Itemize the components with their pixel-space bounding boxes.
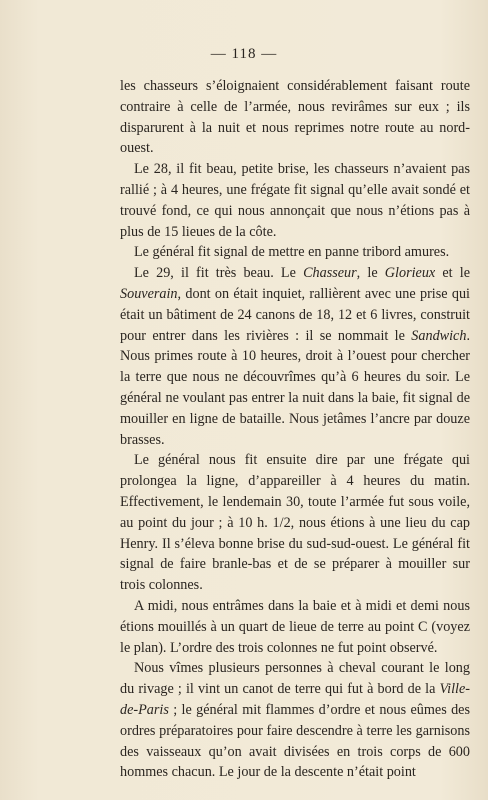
text-run: Le 29, il fit très beau. Le	[134, 265, 304, 282]
paragraph	[120, 76, 470, 159]
paragraph	[120, 263, 470, 450]
text-run: , le	[356, 265, 385, 282]
text-run: Le 28, il fit beau, petite brise, les chasseurs n’avaient pas rallié ; à 4 heures, une frégate fit signal qu’elle avait sondé et trouvé fond, ce qui nous annonçait que nous n’étions pas à plus de 15 lieues de la côte.	[120, 161, 470, 240]
text-run: ; le général mit flammes d’ordre et nous eûmes des ordres préparatoires pour faire descendre à terre les garnisons des vaisseaux qu’on avait divisées en trois corps de 600 hommes chacun. Le jour de la descente n’était point	[120, 701, 470, 781]
paragraph	[120, 596, 470, 658]
paragraph	[120, 242, 470, 263]
paragraph	[120, 658, 470, 783]
italic-run: Chasseur	[303, 265, 357, 282]
text-run: A midi, nous entrâmes dans la baie et à midi et demi nous étions mouillés à un quart de lieue de terre au point C (voyez le plan). L’ordre des trois colonnes ne fut point observé.	[120, 597, 470, 656]
text-run: et le	[435, 265, 471, 282]
body-text	[120, 76, 470, 783]
paragraph	[120, 159, 470, 242]
text-run: Le général fit signal de mettre en panne tribord amures.	[134, 244, 450, 261]
text-run: les chasseurs s’éloignaient considérablement faisant route contraire à celle de l’armée, nous revirâmes sur eux ; ils disparurent à la nuit et nous reprimes notre route au nord-ouest.	[120, 78, 470, 157]
paragraph	[120, 450, 470, 596]
italic-run: Sandwich	[411, 327, 467, 344]
text-run: Le général nous fit ensuite dire par une frégate qui prolongea la ligne, d’appareiller à 4 heures du matin. Effectivement, le lendemain 30, toute l’armée fut sous voile, au point du jour ; à 10 h. 1/2, nous étions à une lieu du cap Henry. Il s’éleva bonne brise du sud-sud-ouest. Le général fit signal de faire branle-bas et de se préparer à mouiller sur trois colonnes.	[120, 452, 470, 594]
page-number: — 118 —	[210, 46, 278, 62]
text-run: , dont on était inquiet, rallièrent avec une prise qui était un bâtiment de 24 canons de 18, 12 et 6 livres, construit pour entrer dans les rivières : il se nommait le	[120, 285, 470, 344]
italic-run: Souverain	[120, 285, 178, 302]
text-run: . Nous primes route à 10 heures, droit à l’ouest pour chercher la terre que nous ne découvrîmes qu’à 6 heures du soir. Le général ne voulant pas entrer la nuit dans la baie, fit signal de mouiller en ligne de bataille. Nous jetâmes l’ancre par douze brasses.	[120, 327, 470, 448]
italic-run: Ville-de-Paris	[120, 681, 470, 718]
text-run: Nous vîmes plusieurs personnes à cheval courant le long du rivage ; il vint un canot de terre qui fut à bord de la	[120, 660, 470, 698]
italic-run: Glorieux	[384, 265, 436, 282]
